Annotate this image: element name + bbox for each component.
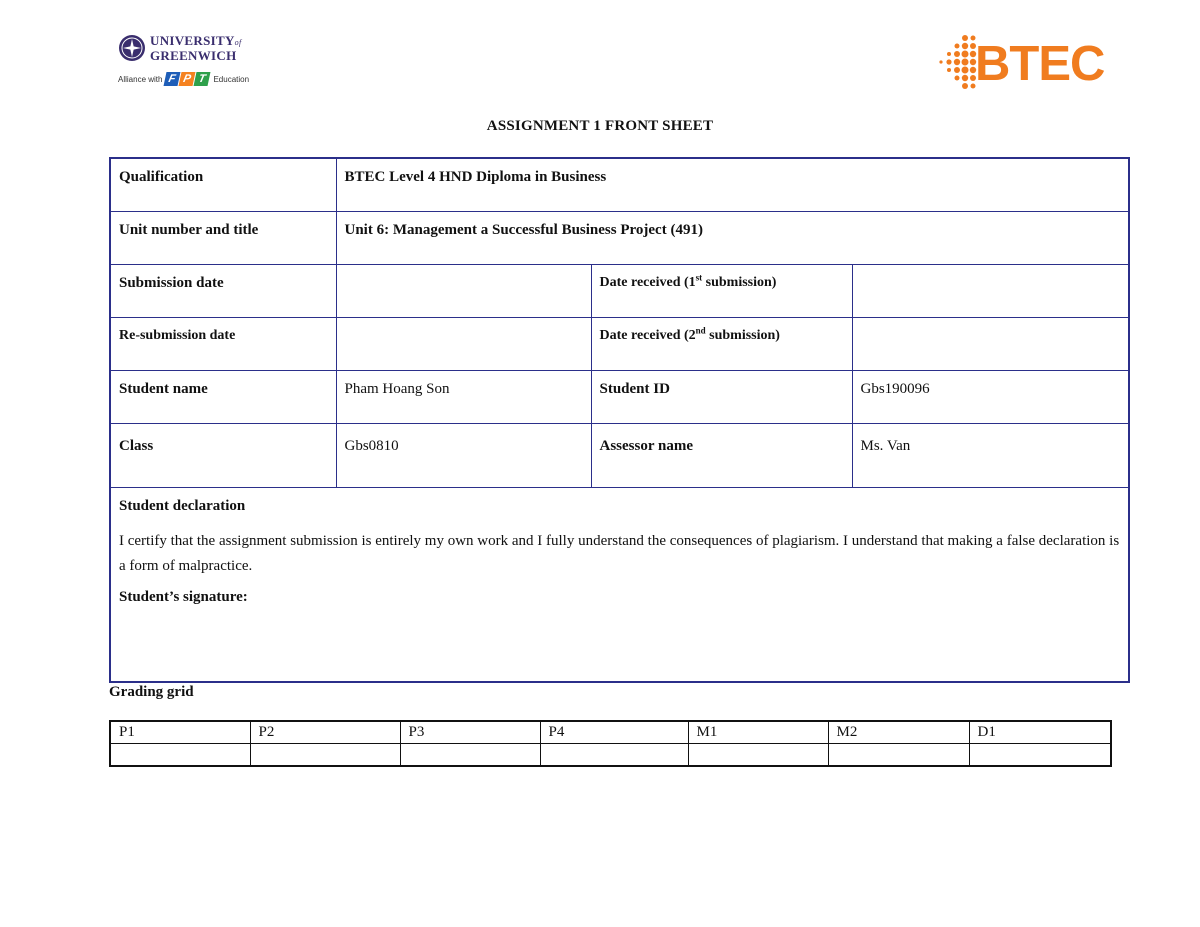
- grading-header-row: [110, 721, 1111, 744]
- date-received-2-prefix: Date received (2: [599, 327, 696, 343]
- fpt-logo: [165, 72, 210, 86]
- grade-header-m2: M2: [828, 721, 969, 744]
- signature-label: Student’s signature:: [119, 588, 248, 605]
- grade-value-p1: [110, 744, 250, 767]
- submission-date-value: [336, 264, 591, 317]
- page-title: ASSIGNMENT 1 FRONT SHEET: [486, 118, 714, 134]
- fpt-letter-p: P: [179, 72, 196, 86]
- date-received-2-label: [591, 317, 852, 370]
- submission-date-label: Submission date: [110, 264, 336, 317]
- declaration-cell: [110, 487, 1129, 682]
- table-row: [110, 317, 1129, 370]
- grade-value-p3: [400, 744, 540, 767]
- fpt-letter-f: F: [164, 72, 181, 86]
- resubmission-date-label: Re-submission date: [110, 317, 336, 370]
- class-value: Gbs0810: [336, 423, 591, 487]
- qualification-value: BTEC Level 4 HND Diploma in Business: [336, 158, 1129, 211]
- grading-grid-table: [109, 720, 1112, 767]
- btec-wordmark: BTEC: [975, 37, 1105, 91]
- declaration-title: Student declaration: [119, 497, 246, 514]
- grade-header-m1: M1: [688, 721, 828, 744]
- student-name-label: Student name: [110, 370, 336, 423]
- grading-value-row: [110, 744, 1111, 767]
- university-line1: UNIVERSITY: [150, 33, 235, 48]
- grade-header-p3: P3: [400, 721, 540, 744]
- grade-value-m1: [688, 744, 828, 767]
- date-received-2-sup: nd: [695, 324, 706, 335]
- grade-header-d1: D1: [969, 721, 1111, 744]
- grade-value-m2: [828, 744, 969, 767]
- university-of: of: [234, 38, 242, 47]
- btec-logo: [935, 30, 1125, 96]
- date-received-1-label: [591, 264, 852, 317]
- grade-header-p2: P2: [250, 721, 400, 744]
- education-text: Education: [213, 74, 250, 84]
- date-received-1-sup: st: [695, 271, 703, 282]
- grade-value-p4: [540, 744, 688, 767]
- grade-value-p2: [250, 744, 400, 767]
- date-received-1-suffix: submission): [702, 274, 777, 290]
- date-received-2-suffix: submission): [705, 327, 780, 343]
- table-row: [110, 370, 1129, 423]
- university-seal-icon: [118, 34, 146, 62]
- btec-dots-icon: [935, 32, 979, 92]
- grade-header-p1: P1: [110, 721, 250, 744]
- university-line2: GREENWICH: [150, 48, 237, 63]
- fpt-letter-t: T: [194, 72, 211, 86]
- grading-grid-label: Grading grid: [109, 684, 194, 700]
- table-row: [110, 264, 1129, 317]
- grade-header-p4: P4: [540, 721, 688, 744]
- university-greenwich-logo: [118, 34, 258, 96]
- student-id-label: Student ID: [591, 370, 852, 423]
- table-row: [110, 423, 1129, 487]
- resubmission-date-value: [336, 317, 591, 370]
- alliance-text: Alliance with: [118, 74, 163, 84]
- table-row: [110, 211, 1129, 264]
- front-sheet-table: [109, 157, 1130, 683]
- student-id-value: Gbs190096: [852, 370, 1129, 423]
- qualification-label: Qualification: [110, 158, 336, 211]
- unit-label: Unit number and title: [110, 211, 336, 264]
- declaration-row: [110, 487, 1129, 682]
- table-row: [110, 158, 1129, 211]
- assessor-value: Ms. Van: [852, 423, 1129, 487]
- class-label: Class: [110, 423, 336, 487]
- grade-value-d1: [969, 744, 1111, 767]
- date-received-2-value: [852, 317, 1129, 370]
- student-name-value: Pham Hoang Son: [336, 370, 591, 423]
- date-received-1-prefix: Date received (1: [599, 274, 696, 290]
- date-received-1-value: [852, 264, 1129, 317]
- unit-value: Unit 6: Management a Successful Business Project (491): [336, 211, 1129, 264]
- declaration-text: I certify that the assignment submission is entirely my own work and I fully understand the consequences of plagiarism. I understand that making a false declaration is a form of malpractice.: [119, 532, 1120, 574]
- assessor-label: Assessor name: [591, 423, 852, 487]
